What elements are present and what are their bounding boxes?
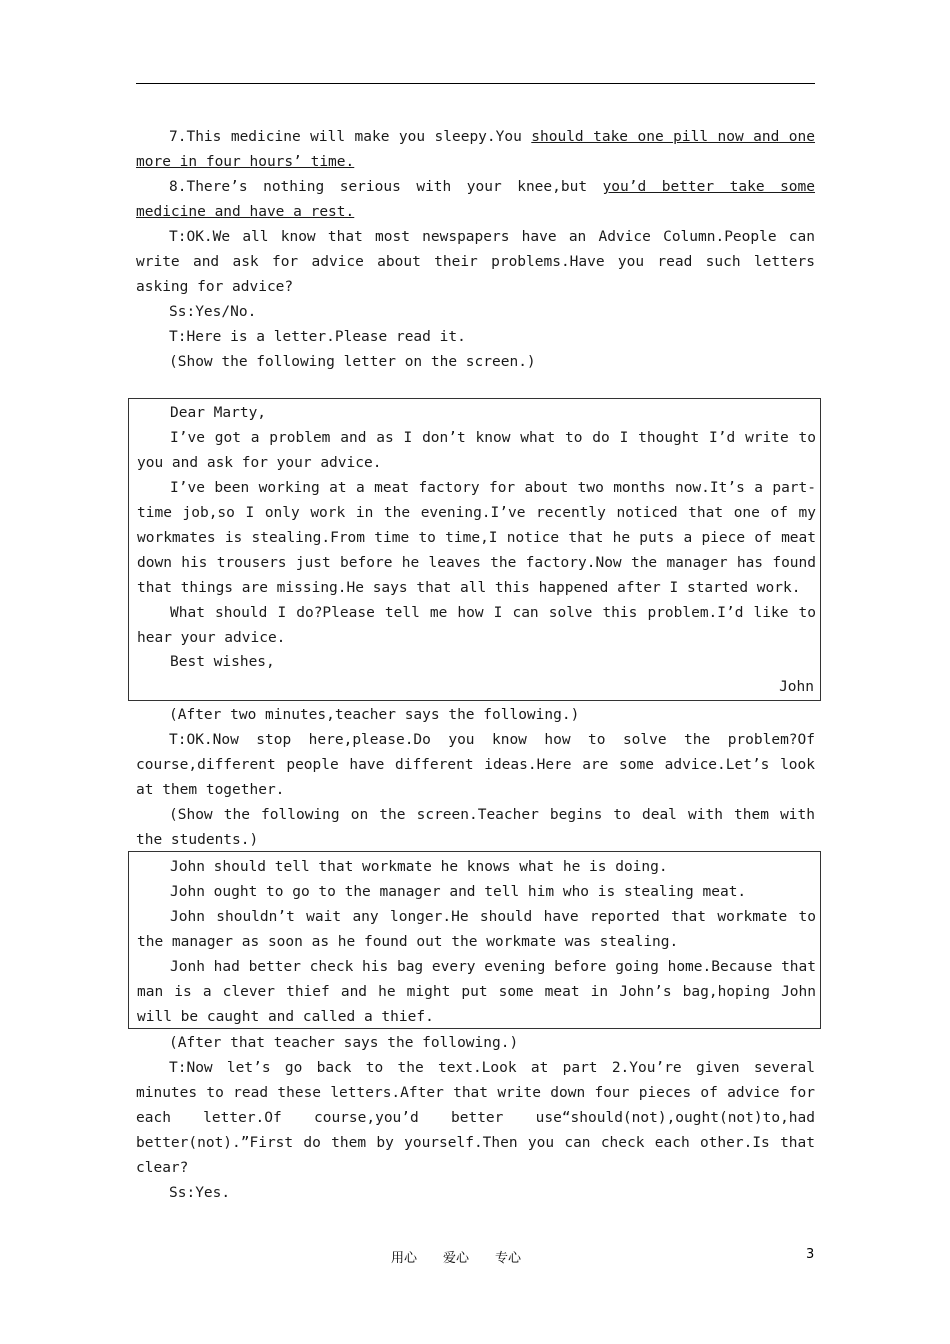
page-number: 3 (806, 1247, 815, 1262)
exercise-item-7: 7.This medicine will make you sleepy.You should take one pill now and one more in four hours’ time. (136, 129, 815, 170)
teacher-line: T:Here is a letter.Please read it. (169, 329, 466, 345)
letter-paragraph: I’ve got a problem and as I don’t know what to do I thought I’d write to you and ask for your advice. (137, 430, 816, 471)
stage-direction: (Show the following on the screen.Teacher begins to deal with them with the students.) (136, 807, 815, 848)
teacher-line: T:OK.Now stop here,please.Do you know how to solve the problem?Of course,different people have different ideas.Here are some advice.Let’s look at them together. (136, 732, 815, 798)
letter-paragraph: I’ve been working at a meat factory for about two months now.It’s a part-time job,so I only work in the evening.I’ve recently noticed that one of my workmates is stealing.From time to time,I notice that he puts a piece of meat down his trousers just before he leaves the factory.Now the manager has found that things are missing.He says that all this happened after I started work. (137, 480, 816, 596)
students-line: Ss:Yes. (169, 1185, 231, 1201)
letter-closing: Best wishes, (170, 654, 275, 670)
letter-signature: John (779, 679, 814, 695)
answer-underlined: you’d better take some medicine and have a rest. (136, 179, 815, 220)
teacher-line: T:OK.We all know that most newspapers have an Advice Column.People can write and ask for advice about their problems.Have you read such letters asking for advice? (136, 229, 815, 295)
header-rule (136, 83, 815, 84)
exercise-item-8: 8.There’s nothing serious with your knee,but you’d better take some medicine and have a rest. (136, 179, 815, 220)
advice-item: Jonh had better check his bag every evening before going home.Because that man is a clever thief and he might put some meat in John’s bag,hoping John will be caught and called a thief. (137, 959, 817, 1025)
advice-box (128, 851, 821, 1029)
motto-word: 爱心 (443, 1251, 470, 1266)
page-footer (0, 1247, 950, 1267)
motto-word: 用心 (391, 1251, 418, 1266)
students-line: Ss:Yes/No. (169, 304, 257, 320)
advice-item: John should tell that workmate he knows what he is doing. (170, 859, 668, 875)
letter-paragraph: What should I do?Please tell me how I can solve this problem.I’d like to hear your advice. (137, 605, 816, 646)
letter-greeting: Dear Marty, (170, 405, 267, 421)
stage-direction: (After that teacher says the following.) (169, 1035, 519, 1051)
stage-direction: (Show the following letter on the screen.) (169, 354, 536, 370)
footer-motto (391, 1247, 547, 1266)
advice-item: John shouldn’t wait any longer.He should have reported that workmate to the manager as soon as he found out the workmate was stealing. (137, 909, 816, 950)
stage-direction: (After two minutes,teacher says the following.) (169, 707, 580, 723)
teacher-line: T:Now let’s go back to the text.Look at part 2.You’re given several minutes to read these letters.After that write down four pieces of advice for each letter.Of course,you’d better use“should(not),ought(not)to,had better(not).”First do them by yourself.Then you can check each other.Is that clear? (136, 1060, 815, 1176)
answer-underlined: should take one pill now and one more in four hours’ time. (136, 129, 815, 170)
letter-box (128, 398, 821, 701)
motto-word: 专心 (495, 1251, 522, 1266)
advice-item: John ought to go to the manager and tell him who is stealing meat. (170, 884, 747, 900)
